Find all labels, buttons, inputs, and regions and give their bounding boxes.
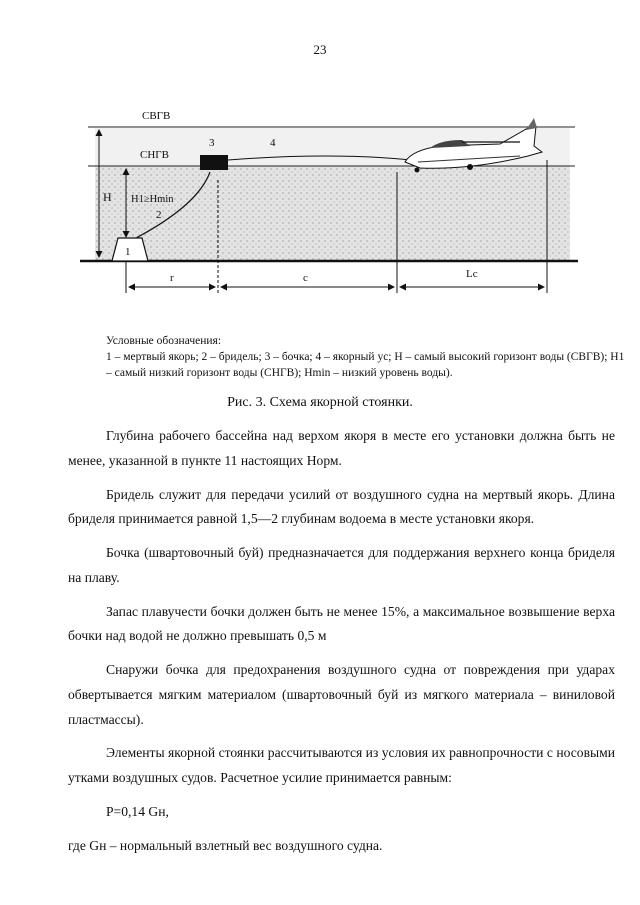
- buoy-number: 3: [209, 137, 215, 149]
- anchor-number: 1: [125, 246, 131, 258]
- r-label: r: [170, 272, 174, 284]
- formula: P=0,14 Gн,: [106, 804, 169, 820]
- mooring-buoy: [200, 155, 228, 170]
- paragraph-7: где Gн – нормальный взлетный вес воздушного судна.: [68, 838, 383, 854]
- body-text: [68, 424, 615, 868]
- page-number: 23: [313, 42, 327, 57]
- paragraph-6: Элементы якорной стоянки рассчитываются из условия их равнопрочности с носовыми утками воздушных судов. Расчетное усилие принимается равным:: [68, 745, 615, 786]
- paragraph-5: Снаружи бочка для предохранения воздушного судна от повреждения при ударах обвертывается мягким материалом (швартовочный буй из мягкого материала – виниловой пластмассы).: [68, 662, 615, 727]
- water-body: [95, 166, 570, 260]
- legend-title: Условные обозначения:: [106, 335, 222, 347]
- h-label: H: [103, 190, 112, 204]
- figure-legend: [106, 333, 626, 381]
- svgv-label: СВГВ: [142, 110, 171, 122]
- legend-text: 1 – мертвый якорь; 2 – бридель; 3 – бочка; 4 – якорный ус; Н – самый высокий горизонт воды (СВГВ); H1 – самый низкий горизонт воды (СНГВ); Hmin – низкий уровень воды).: [106, 351, 625, 379]
- paragraph-1: Глубина рабочего бассейна над верхом якоря в месте его установки должна быть не менее, указанной в пункте 11 настоящих Норм.: [68, 428, 615, 468]
- paragraph-2: Бридель служит для передачи усилий от воздушного судна на мертвый якорь. Длина бриделя принимается равной 1,5—2 глубинам водоема в месте установки якоря.: [68, 486, 615, 527]
- paragraph-4: Запас плавучести бочки должен быть не менее 15%, а максимальное возвышение верха бочки над водой не должно превышать 0,5 м: [68, 603, 615, 644]
- figure-caption: Рис. 3. Схема якорной стоянки.: [227, 395, 413, 410]
- paragraph-3: Бочка (швартовочный буй) предназначается для поддержания верхнего конца бриделя на плаву.: [68, 545, 615, 585]
- c-label: c: [303, 272, 308, 284]
- bridle-number: 2: [156, 209, 162, 221]
- anchor-line-number: 4: [270, 137, 276, 149]
- h1-label: H1≥Hmin: [131, 194, 174, 205]
- anchor-mooring-diagram: [0, 0, 640, 320]
- lc-label: Lc: [466, 268, 478, 280]
- sngv-label: СНГВ: [140, 149, 169, 161]
